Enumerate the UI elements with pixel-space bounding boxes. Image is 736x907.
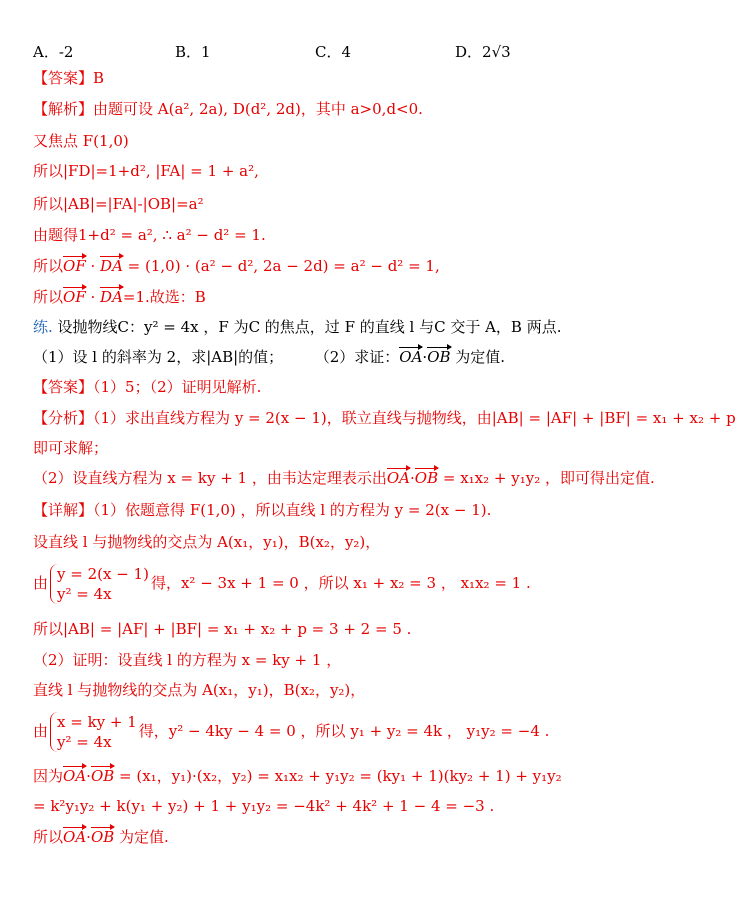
vector-da: DA (100, 288, 123, 306)
dot-operator: · (410, 469, 415, 487)
detail-3-post: 得，x² − 3x + 1 = 0 ，所以 x₁ + x₂ = 3 ， x₁x₂ = 1 . (150, 574, 531, 592)
vector-ob: OB (427, 348, 451, 366)
detail-5: （2）证明：设直线 l 的方程为 x = ky + 1 ， (33, 651, 342, 669)
solution-answer: 【答案】（1）5；（2）证明见解析. (33, 378, 262, 396)
solution-analysis-c (33, 468, 655, 488)
option-b: B．1 (175, 43, 211, 61)
practice-part-2-pre: （2）求证： (314, 348, 400, 366)
system-row-1: y = 2(x − 1) (57, 565, 149, 583)
q1-analysis-6 (33, 256, 440, 276)
detail-10-post: 为定值. (114, 828, 169, 846)
vector-ob: OB (414, 469, 439, 487)
vector-oa: OA (399, 348, 423, 366)
vector-oa: OA (386, 469, 410, 487)
vector-of: OF (63, 288, 86, 306)
solution-analysis-b: 即可求解； (33, 439, 109, 457)
dot-operator: · (86, 828, 91, 846)
vector-da: DA (100, 257, 123, 275)
dot-operator: · (85, 288, 101, 306)
system-row-2: y² = 4x (57, 585, 112, 603)
q1-analysis-7-pre: 所以 (33, 288, 64, 306)
option-d: D．2√3 (455, 43, 511, 61)
q1-answer: 【答案】B (33, 69, 105, 87)
practice-stem-text: 设抛物线C：y² = 4x ，F 为C 的焦点，过 F 的直线 l 与C 交于 A，B 两点. (52, 318, 562, 336)
system-row-2: y² = 4x (57, 733, 112, 751)
q1-analysis-3: 所以|FD|=1+d², |FA| = 1 + a², (33, 162, 259, 180)
detail-7 (33, 710, 549, 752)
solution-analysis-a: 【分析】（1）求出直线方程为 y = 2(x − 1)，联立直线与抛物线，由|AB| = |AF| + |BF| = x₁ + x₂ + p (33, 409, 736, 427)
dot-operator: · (85, 257, 101, 275)
equation-system (50, 712, 137, 752)
q1-analysis-2: 又焦点 F(1,0) (33, 132, 129, 150)
detail-8-post: = (x₁，y₁)·(x₂，y₂) = x₁x₂ + y₁y₂ = (ky₁ + 1)(ky₂ + 1) + y₁y₂ (114, 767, 562, 785)
detail-4: 所以|AB| = |AF| + |BF| = x₁ + x₂ + p = 3 + 2 = 5 . (33, 620, 412, 638)
vector-ob: OB (90, 828, 115, 846)
option-c: C．4 (315, 43, 352, 61)
equation-system (50, 564, 149, 604)
q1-analysis-1: 【解析】由题可设 A(a², 2a), D(d², 2d)，其中 a>0,d<0. (33, 100, 423, 118)
detail-7-post: 得，y² − 4ky − 4 = 0 ，所以 y₁ + y₂ = 4k ， y₁y₂ = −4 . (138, 722, 550, 740)
detail-8-pre: 因为 (33, 767, 64, 785)
detail-3-pre: 由 (33, 574, 49, 592)
vector-ob: OB (90, 767, 115, 785)
vector-oa: OA (63, 828, 87, 846)
q1-analysis-6-pre: 所以 (33, 257, 64, 275)
vector-oa: OA (63, 767, 87, 785)
practice-part-2-post: 为定值. (450, 348, 506, 366)
q1-analysis-7-post: =1.故选：B (122, 288, 206, 306)
detail-9: = k²y₁y₂ + k(y₁ + y₂) + 1 + y₁y₂ = −4k² + 4k² + 1 − 4 = −3 . (33, 797, 495, 815)
detail-1: 【详解】（1）依题意得 F(1,0) ，所以直线 l 的方程为 y = 2(x − 1). (33, 501, 492, 519)
solution-analysis-c-post: = x₁x₂ + y₁y₂ ，即可得出定值. (438, 469, 655, 487)
vector-of: OF (63, 257, 86, 275)
system-row-1: x = ky + 1 (57, 713, 137, 731)
practice-parts (33, 347, 505, 367)
option-a: A．-2 (33, 43, 74, 61)
q1-analysis-6-post: = (1,0) · (a² − d², 2a − 2d) = a² − d² = 1, (122, 257, 440, 275)
practice-stem (33, 317, 562, 337)
detail-8 (33, 766, 562, 786)
q1-analysis-4: 所以|AB|=|FA|-|OB|=a² (33, 195, 204, 213)
q1-analysis-5: 由题得1+d² = a², ∴ a² − d² = 1. (33, 226, 266, 244)
practice-part-1: （1）设 l 的斜率为 2，求|AB|的值； (33, 348, 284, 366)
detail-7-pre: 由 (33, 722, 49, 740)
dot-operator: · (422, 348, 428, 366)
solution-analysis-c-pre: （2）设直线方程为 x = ky + 1 ，由韦达定理表示出 (33, 469, 387, 487)
detail-3 (33, 562, 531, 604)
detail-6: 直线 l 与抛物线的交点为 A(x₁，y₁)，B(x₂，y₂)， (33, 681, 366, 699)
detail-10-pre: 所以 (33, 828, 64, 846)
dot-operator: · (86, 767, 91, 785)
detail-2: 设直线 l 与抛物线的交点为 A(x₁，y₁)，B(x₂，y₂)， (33, 533, 381, 551)
detail-10 (33, 827, 169, 847)
practice-label: 练. (33, 318, 53, 336)
q1-analysis-7 (33, 287, 206, 307)
